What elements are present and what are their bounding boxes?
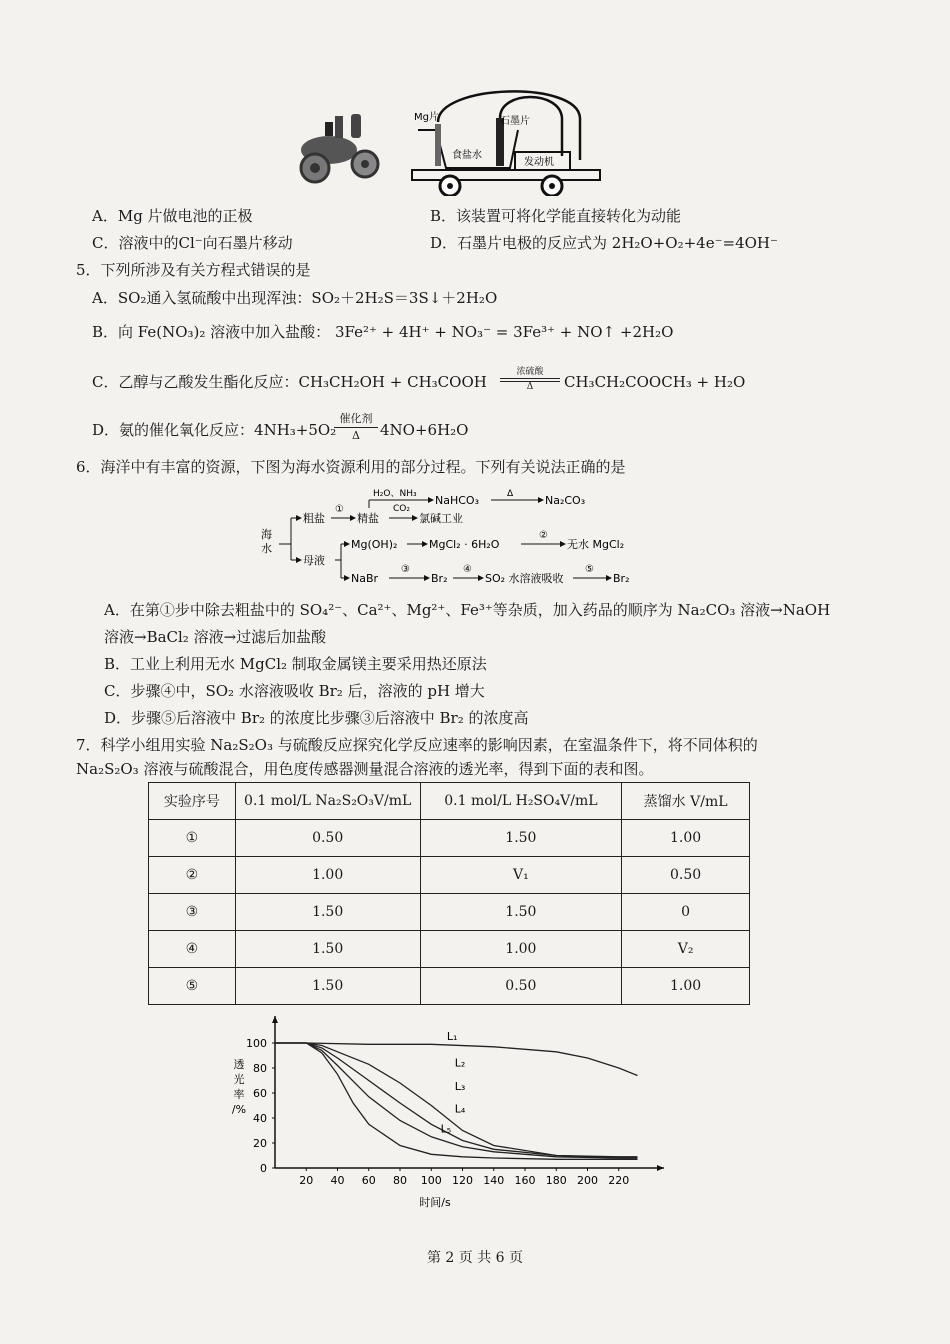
- q5-c-cond-bottom: Δ: [526, 382, 534, 392]
- table-header-cell: 0.1 mol/L H₂SO₄V/mL: [420, 783, 622, 820]
- y-tick-label: 100: [246, 1037, 267, 1050]
- x-tick-label: 40: [330, 1174, 345, 1187]
- q7-stem-line2: Na₂S₂O₃ 溶液与硫酸混合，用色度传感器测量混合溶液的透光率，得到下面的表和图。: [76, 760, 654, 778]
- flow-br2-a: Br₂: [431, 572, 448, 585]
- q5-option-c: [92, 372, 487, 392]
- flow-heat: Δ: [507, 489, 514, 499]
- flow-refined-salt: 精盐: [357, 512, 379, 525]
- y-axis-label-char: 率: [233, 1088, 245, 1101]
- table-cell: ①: [149, 820, 236, 857]
- q6-option-b: B．工业上利用无水 MgCl₂ 制取金属镁主要采用热还原法: [104, 655, 487, 673]
- table-cell: 1.50: [420, 894, 622, 931]
- flow-mgcl2-hydrate: MgCl₂ · 6H₂O: [429, 538, 500, 551]
- table-cell: 1.50: [420, 820, 622, 857]
- table-cell: 0.50: [622, 857, 750, 894]
- transmittance-chart: [225, 1012, 665, 1217]
- series-label: L₁: [446, 1030, 458, 1043]
- y-axis-arrow: [272, 1016, 278, 1023]
- q5-stem: 5．下列所涉及有关方程式错误的是: [76, 261, 311, 279]
- flow-chlor-alkali: 氯碱工业: [419, 512, 463, 525]
- y-tick-label: 60: [253, 1087, 267, 1100]
- seawater-flow-diagram: [255, 484, 645, 594]
- series-label: L₃: [454, 1080, 466, 1093]
- flow-br2-b: Br₂: [613, 572, 630, 585]
- graphite-label: 石墨片: [500, 116, 530, 127]
- q6-stem: 6．海洋中有丰富的资源，下图为海水资源利用的部分过程。下列有关说法正确的是: [76, 458, 626, 476]
- q6-option-c: C．步骤④中，SO₂ 水溶液吸收 Br₂ 后，溶液的 pH 增大: [104, 682, 485, 700]
- mg-label: Mg片: [414, 112, 439, 123]
- table-cell: ④: [149, 931, 236, 968]
- flow-water: 水: [261, 542, 272, 555]
- flow-crude-salt: 粗盐: [303, 512, 325, 525]
- table-cell: 1.00: [622, 968, 750, 1005]
- q5-c-condition: [500, 364, 560, 392]
- flow-step4: ④: [463, 564, 472, 575]
- table-cell: 1.00: [622, 820, 750, 857]
- table-cell: V₁: [420, 857, 622, 894]
- q5-c-right: CH₃CH₂COOCH₃ + H₂O: [564, 373, 746, 391]
- flow-nabr: NaBr: [351, 572, 379, 585]
- x-tick-label: 160: [514, 1174, 536, 1187]
- q5-c-left: CH₃CH₂OH + CH₃COOH: [298, 373, 487, 391]
- flow-so2-absorb: SO₂ 水溶液吸收: [485, 572, 564, 585]
- q5-c-cond-top: 浓硫酸: [516, 367, 544, 377]
- x-tick-label: 100: [420, 1174, 442, 1187]
- table-cell: 1.50: [235, 931, 420, 968]
- q6-option-a-line2: 溶液→BaCl₂ 溶液→过滤后加盐酸: [104, 628, 327, 646]
- q5-d-right: 4NO+6H₂O: [380, 421, 469, 439]
- q5-option-a: A．SO₂通入氢硫酸中出现浑浊：SO₂＋2H₂S＝3S↓＋2H₂O: [92, 289, 498, 307]
- table-header-cell: 实验序号: [149, 783, 236, 820]
- x-axis-arrow: [657, 1165, 664, 1171]
- table-cell: 1.50: [235, 968, 420, 1005]
- flow-na2co3: Na₂CO₃: [545, 494, 586, 507]
- y-tick-label: 80: [253, 1062, 267, 1075]
- flow-anhydrous-mgcl2: 无水 MgCl₂: [567, 538, 625, 551]
- table-cell: 1.50: [235, 894, 420, 931]
- y-axis-label-char: /%: [231, 1103, 247, 1116]
- flow-co2: CO₂: [393, 504, 410, 514]
- salt-water-label: 食盐水: [452, 150, 482, 161]
- q4-option-c: C．溶液中的Cl⁻向石墨片移动: [92, 234, 293, 252]
- table-cell: 0.50: [235, 820, 420, 857]
- x-tick-label: 60: [361, 1174, 376, 1187]
- q7-stem-line1: 7．科学小组用实验 Na₂S₂O₃ 与硫酸反应探究化学反应速率的影响因素，在室温条件下，将不同体积的: [76, 736, 758, 754]
- flow-reagents: H₂O、NH₃: [373, 489, 417, 499]
- x-tick-label: 220: [608, 1174, 630, 1187]
- series-label: L₅: [440, 1122, 452, 1136]
- page-footer: 第 2 页 共 6 页: [426, 1250, 524, 1266]
- x-tick-label: 120: [452, 1174, 473, 1187]
- q5-d-condition: [334, 410, 378, 442]
- flow-nahco3: NaHCO₃: [435, 494, 479, 507]
- table-cell: V₂: [622, 931, 750, 968]
- engine-label: 发动机: [524, 157, 554, 168]
- table-header-row: [149, 783, 750, 820]
- battery-car-diagram: [410, 78, 605, 196]
- y-axis-label-char: 光: [233, 1073, 245, 1086]
- table-header-cell: 蒸馏水 V/mL: [622, 783, 750, 820]
- flow-mgoh2: Mg(OH)₂: [351, 538, 398, 551]
- table-cell: 0.50: [420, 968, 622, 1005]
- q4-option-d: D．石墨片电极的反应式为 2H₂O+O₂+4e⁻=4OH⁻: [430, 234, 778, 252]
- flow-step1: ①: [335, 504, 344, 515]
- robot-car-illustration: [295, 112, 390, 194]
- y-tick-label: 20: [253, 1137, 267, 1150]
- q5-option-b: B．向 Fe(NO₃)₂ 溶液中加入盐酸： 3Fe²⁺ + 4H⁺ + NO₃⁻ = 3Fe³⁺ + NO↑ +2H₂O: [92, 323, 674, 341]
- table-cell: ③: [149, 894, 236, 931]
- q6-option-a-line1: A．在第①步中除去粗盐中的 SO₄²⁻、Ca²⁺、Mg²⁺、Fe³⁺等杂质，加入药品的顺序为 Na₂CO₃ 溶液→NaOH: [104, 601, 831, 619]
- q5-d-cond-top: 催化剂: [339, 412, 373, 425]
- table-row: [149, 820, 750, 857]
- table-cell: 1.00: [420, 931, 622, 968]
- table-cell: 1.00: [235, 857, 420, 894]
- flow-step2: ②: [539, 530, 548, 541]
- table-row: [149, 857, 750, 894]
- y-tick-label: 0: [260, 1162, 267, 1175]
- x-tick-label: 20: [299, 1174, 314, 1187]
- q6-option-d: D．步骤⑤后溶液中 Br₂ 的浓度比步骤③后溶液中 Br₂ 的浓度高: [104, 709, 529, 727]
- x-tick-label: 80: [393, 1174, 407, 1187]
- x-tick-label: 140: [483, 1174, 505, 1187]
- flow-step3: ③: [401, 564, 410, 575]
- y-tick-label: 40: [253, 1112, 267, 1125]
- series-label: L₄: [454, 1102, 466, 1116]
- table-cell: ⑤: [149, 968, 236, 1005]
- table-row: [149, 894, 750, 931]
- x-tick-label: 180: [545, 1174, 567, 1187]
- series-label: L₂: [454, 1056, 466, 1070]
- table-header-cell: 0.1 mol/L Na₂S₂O₃V/mL: [235, 783, 420, 820]
- table-cell: 0: [622, 894, 750, 931]
- x-axis-label: 时间/s: [419, 1196, 451, 1209]
- table-row: [149, 968, 750, 1005]
- flow-mother-liquor: 母液: [303, 554, 325, 567]
- flow-step5: ⑤: [585, 564, 594, 575]
- table-row: [149, 931, 750, 968]
- x-tick-label: 200: [577, 1174, 598, 1187]
- q5-d-cond-bottom: Δ: [352, 429, 360, 442]
- experiment-table: [148, 782, 750, 1005]
- y-axis-label-char: 透: [233, 1058, 245, 1071]
- q4-option-b: B．该装置可将化学能直接转化为动能: [430, 207, 682, 225]
- q5-c-prefix: C．乙醇与乙酸发生酯化反应：: [92, 373, 299, 391]
- flow-sea: 海: [261, 528, 272, 541]
- q4-option-a: A．Mg 片做电池的正极: [92, 207, 253, 225]
- table-cell: ②: [149, 857, 236, 894]
- q5-option-d-prefix: D．氨的催化氧化反应：4NH₃+5O₂: [92, 421, 337, 439]
